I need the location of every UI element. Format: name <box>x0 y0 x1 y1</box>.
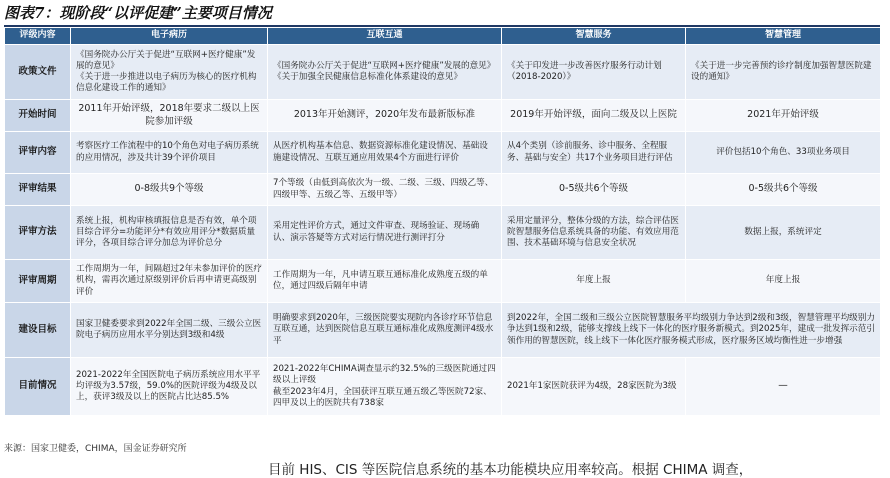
header-cell: 互联互通 <box>268 28 502 45</box>
table-cell: 0-5级共6个等级 <box>686 174 881 206</box>
table-row <box>5 100 881 132</box>
table-cell: — <box>686 358 881 416</box>
row-label: 政策文件 <box>5 45 71 100</box>
row-label: 开始时间 <box>5 100 71 132</box>
figure-title: 图表7：现阶段“以评促建”主要项目情况 <box>4 4 272 22</box>
table-cell: 2011年开始评级，2018年要求二级以上医院参加评级 <box>71 100 268 132</box>
body-text: 目前 HIS、CIS 等医院信息系统的基本功能模块应用率较高。根据 CHIMA 调查， <box>268 462 753 478</box>
table-cell: 《关于印发进一步改善医疗服务行动计划（2018-2020）》 <box>502 45 686 100</box>
table-cell: 2013年开始测评，2020年发布最新版标准 <box>268 100 502 132</box>
table-row <box>5 358 881 416</box>
header-cell: 评级内容 <box>5 28 71 45</box>
table-cell: 系统上报，机构审核填报信息是否有效，单个项目综合评分=功能评分*有效应用评分*数据质量评分，各项目综合评分加总为评价总分 <box>71 206 268 260</box>
row-label: 建设目标 <box>5 303 71 358</box>
table-cell: 评价包括10个角色、33项业务项目 <box>686 132 881 174</box>
table-row <box>5 260 881 303</box>
table-cell: 采用定性评价方式，通过文件审查、现场验证、现场确认、演示答疑等方式对运行情况进行测评打分 <box>268 206 502 260</box>
table-cell: 0-8级共9个等级 <box>71 174 268 206</box>
header-cell: 智慧管理 <box>686 28 881 45</box>
row-label: 评审结果 <box>5 174 71 206</box>
table-cell: 国家卫健委要求到2022年全国二级、三级公立医院电子病历应用水平分别达到3级和4级 <box>71 303 268 358</box>
row-label: 评审内容 <box>5 132 71 174</box>
header-cell: 智慧服务 <box>502 28 686 45</box>
table-cell: 2021年1家医院获评为4级，28家医院为3级 <box>502 358 686 416</box>
row-label: 目前情况 <box>5 358 71 416</box>
row-label: 评审方法 <box>5 206 71 260</box>
table-row <box>5 45 881 100</box>
row-label: 评审周期 <box>5 260 71 303</box>
table-cell: 2021年开始评级 <box>686 100 881 132</box>
table-cell: 数据上报，系统评定 <box>686 206 881 260</box>
table-cell: 考察医疗工作流程中的10个角色对电子病历系统的应用情况，涉及共计39个评价项目 <box>71 132 268 174</box>
table-cell: 年度上报 <box>502 260 686 303</box>
table-cell: 工作周期为一年，间隔超过2年未参加评价的医疗机构，需再次通过原级别评价后再申请更高级别评价 <box>71 260 268 303</box>
header-cell: 电子病历 <box>71 28 268 45</box>
table-cell: 明确要求到2020年，三级医院要实现院内各诊疗环节信息互联互通，达到医院信息互联互通标准化成熟度测评4级水平 <box>268 303 502 358</box>
table-cell: 0-5级共6个等级 <box>502 174 686 206</box>
table-cell: 到2022年，全国二级和三级公立医院智慧服务平均级别力争达到2级和3级，智慧管理平均级别力争达到1级和2级，能够支撑线上线下一体化的医疗服务新模式。到2025年，建成一批发挥示范引领作用的智慧医院，线上线下一体化医疗服务模式形成，医疗服务区域均衡性进一步增强 <box>502 303 881 358</box>
table-row <box>5 132 881 174</box>
table-row <box>5 303 881 358</box>
project-table <box>4 27 881 416</box>
header-row <box>5 28 881 45</box>
source-note: 来源：国家卫健委，CHIMA，国金证券研究所 <box>4 444 187 454</box>
table-cell: 2021-2022年CHIMA调查显示约32.5%的三级医院通过四级以上评级 截至2023年4月，全国获评互联互通五级乙等医院72家、四甲及以上的医院共有738家 <box>268 358 502 416</box>
table-cell: 工作周期为一年，凡申请互联互通标准化成熟度五级的单位，通过四级后隔年申请 <box>268 260 502 303</box>
table-cell: 从医疗机构基本信息、数据资源标准化建设情况、基础设施建设情况、互联互通应用效果4个方面进行评价 <box>268 132 502 174</box>
table-cell: 2021-2022年全国医院电子病历系统应用水平平均评级为3.57级，59.0%的医院评级为4级及以上，获评3级及以上的医院占比达85.5% <box>71 358 268 416</box>
table-cell: 采用定量评分，整体分级的方法，综合评估医院智慧服务信息系统具备的功能、有效应用范围、技术基础环境与信息安全状况 <box>502 206 686 260</box>
table-cell: 《国务院办公厅关于促进“互联网+医疗健康”发展的意见》 《关于加强全民健康信息标准化体系建设的意见》 <box>268 45 502 100</box>
table-cell: 7个等级（由低到高依次为一级、二级、三级、四级乙等、四级甲等、五级乙等、五级甲等） <box>268 174 502 206</box>
table-row <box>5 206 881 260</box>
table-cell: 《关于进一步完善预约诊疗制度加强智慧医院建设的通知》 <box>686 45 881 100</box>
table-cell: 年度上报 <box>686 260 881 303</box>
table-cell: 2019年开始评级，面向二级及以上医院 <box>502 100 686 132</box>
table-cell: 从4个类别（诊前服务、诊中服务、全程服务、基础与安全）共17个业务项目进行评估 <box>502 132 686 174</box>
table-row <box>5 174 881 206</box>
table-cell: 《国务院办公厅关于促进“互联网+医疗健康”发展的意见》 《关于进一步推进以电子病历为核心的医疗机构信息化建设工作的通知》 <box>71 45 268 100</box>
